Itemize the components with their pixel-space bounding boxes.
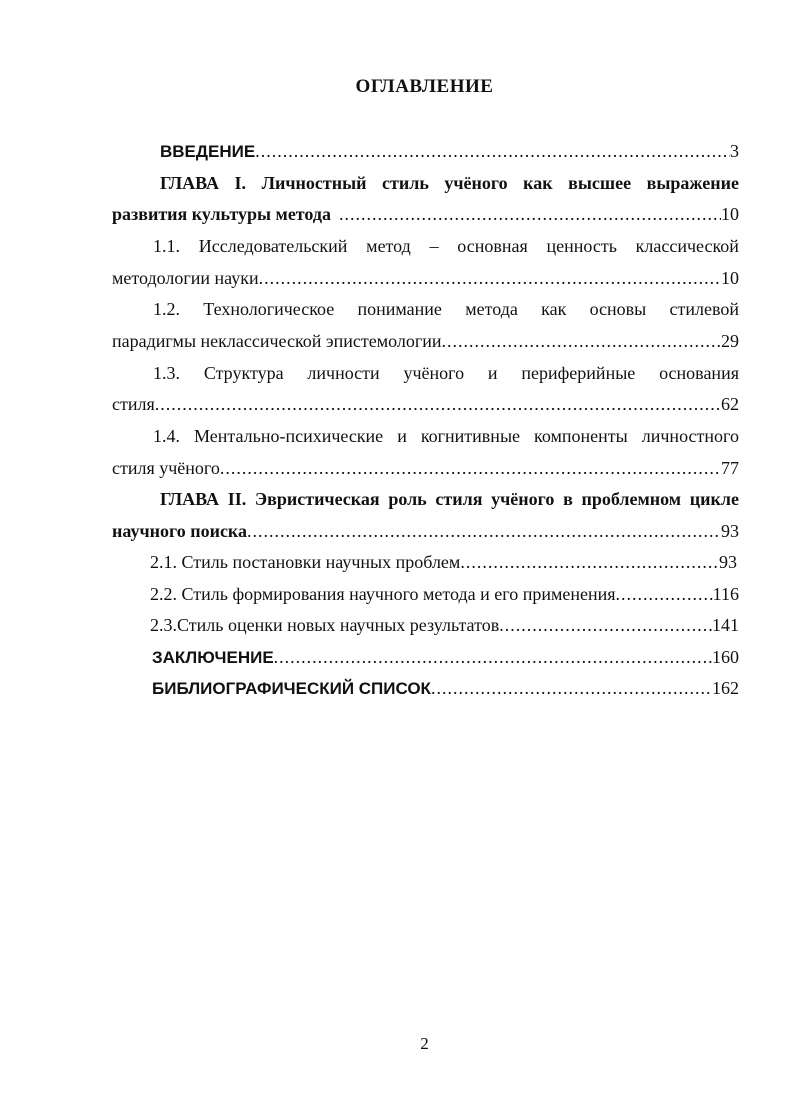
toc-entry-s1-3-line2[interactable]	[112, 394, 739, 414]
toc-page-number: 141	[712, 615, 739, 635]
toc-entry-intro[interactable]	[160, 141, 739, 162]
toc-entry-s2-2[interactable]	[150, 584, 739, 604]
toc-entry-chapter1-line1[interactable]	[160, 173, 739, 193]
toc-entry-s2-1[interactable]	[150, 552, 737, 572]
word: когнитивные	[420, 426, 521, 446]
word: 1.2.	[153, 299, 180, 319]
word: 1.3.	[153, 363, 180, 383]
page-number: 2	[420, 1034, 429, 1053]
toc-entry-s1-4-line1[interactable]	[153, 426, 739, 446]
word: стилевой	[669, 299, 739, 319]
toc-page-number: 29	[721, 331, 739, 351]
toc-label: БИБЛИОГРАФИЧЕСКИЙ СПИСОК	[152, 679, 431, 698]
toc-entry-s1-2-line2[interactable]	[112, 331, 739, 351]
word: 1.4.	[153, 426, 180, 446]
toc-label: ВВЕДЕНИЕ	[160, 142, 256, 161]
word: стиля	[435, 489, 483, 509]
word: Ментально-психические	[194, 426, 384, 446]
dot-leader	[220, 458, 721, 478]
toc-entry-s1-1-line2[interactable]	[112, 268, 739, 288]
word: периферийные	[521, 363, 636, 383]
dot-leader	[431, 678, 712, 698]
word: классической	[635, 236, 739, 256]
word: метод	[366, 236, 411, 256]
dot-leader	[247, 521, 721, 541]
word: Эвристическая	[254, 489, 380, 509]
word: в	[563, 489, 573, 509]
word: ГЛАВА	[160, 489, 220, 509]
word: высшее	[568, 173, 632, 193]
toc-page-number: 162	[712, 678, 739, 698]
word: выражение	[646, 173, 739, 193]
toc-label: 2.2. Стиль формирования научного метода и его применения	[150, 584, 616, 604]
word: как	[541, 299, 567, 319]
dot-leader	[499, 615, 712, 635]
word: ГЛАВА	[160, 173, 220, 193]
word: проблемном	[581, 489, 682, 509]
word: Исследовательский	[198, 236, 348, 256]
toc-page-number: 116	[712, 584, 739, 604]
toc-entry-s1-2-line1[interactable]	[153, 299, 739, 319]
toc-page-number: 77	[721, 458, 739, 478]
toc-page-number: 160	[712, 647, 739, 667]
word: ценность	[546, 236, 617, 256]
word: –	[429, 236, 439, 256]
toc-entry-conclusion[interactable]	[152, 647, 739, 668]
toc-entry-s1-3-line1[interactable]	[153, 363, 739, 383]
toc-label: ЗАКЛЮЧЕНИЕ	[152, 648, 274, 667]
word: основания	[659, 363, 739, 383]
toc-label: 2.3.Стиль оценки новых научных результатов	[150, 615, 500, 635]
toc-entry-chapter2-line2[interactable]	[112, 521, 739, 541]
word: 1.1.	[153, 236, 180, 256]
toc-entry-s1-4-line2[interactable]	[112, 458, 739, 478]
word: и	[397, 426, 407, 446]
dot-leader	[259, 268, 721, 288]
word: роль	[388, 489, 427, 509]
word: метода	[465, 299, 518, 319]
word: компоненты	[534, 426, 628, 446]
dot-leader	[255, 141, 730, 161]
toc-entry-bibliography[interactable]	[152, 678, 739, 699]
dot-leader	[442, 331, 721, 351]
toc-label: парадигмы неклассической эпистемологии	[112, 331, 442, 351]
word: основы	[589, 299, 647, 319]
word: как	[523, 173, 553, 193]
toc-page-number: 3	[730, 141, 739, 161]
toc-entry-s1-1-line1[interactable]	[153, 236, 739, 256]
toc-entry-s2-3[interactable]	[150, 615, 739, 635]
page-title: ОГЛАВЛЕНИЕ	[355, 76, 494, 97]
toc-page-number: 10	[721, 204, 739, 224]
toc-label: научного поиска	[112, 521, 248, 541]
toc-label: 2.1. Стиль постановки научных проблем	[150, 552, 461, 572]
word: и	[487, 363, 498, 383]
word: Личностный	[261, 173, 367, 193]
toc-label: стиля учёного	[112, 458, 220, 478]
word: учёного	[403, 363, 465, 383]
word: Структура	[203, 363, 284, 383]
toc-page-number: 93	[721, 521, 739, 541]
dot-leader	[616, 584, 713, 604]
dot-leader	[155, 394, 721, 414]
toc-page-number: 62	[721, 394, 739, 414]
word: Технологическое	[203, 299, 335, 319]
toc-entry-chapter2-line1[interactable]	[160, 489, 739, 509]
toc-page-number: 93	[719, 552, 737, 572]
dot-leader	[460, 552, 719, 572]
word: учёного	[491, 489, 555, 509]
word: I.	[234, 173, 247, 193]
word: личностного	[641, 426, 739, 446]
word: основная	[457, 236, 528, 256]
toc-label: стиля	[112, 394, 155, 414]
word: учёного	[444, 173, 508, 193]
toc-label: методологии науки	[112, 268, 259, 288]
toc-page-number: 10	[721, 268, 739, 288]
toc-entry-chapter1-line2[interactable]	[112, 204, 739, 224]
word: понимание	[357, 299, 442, 319]
word: II.	[227, 489, 247, 509]
dot-leader	[339, 204, 721, 224]
word: личности	[307, 363, 380, 383]
dot-leader	[274, 647, 712, 667]
word: стиль	[382, 173, 429, 193]
word: цикле	[689, 489, 739, 509]
toc-label: развития культуры метода	[112, 204, 331, 224]
